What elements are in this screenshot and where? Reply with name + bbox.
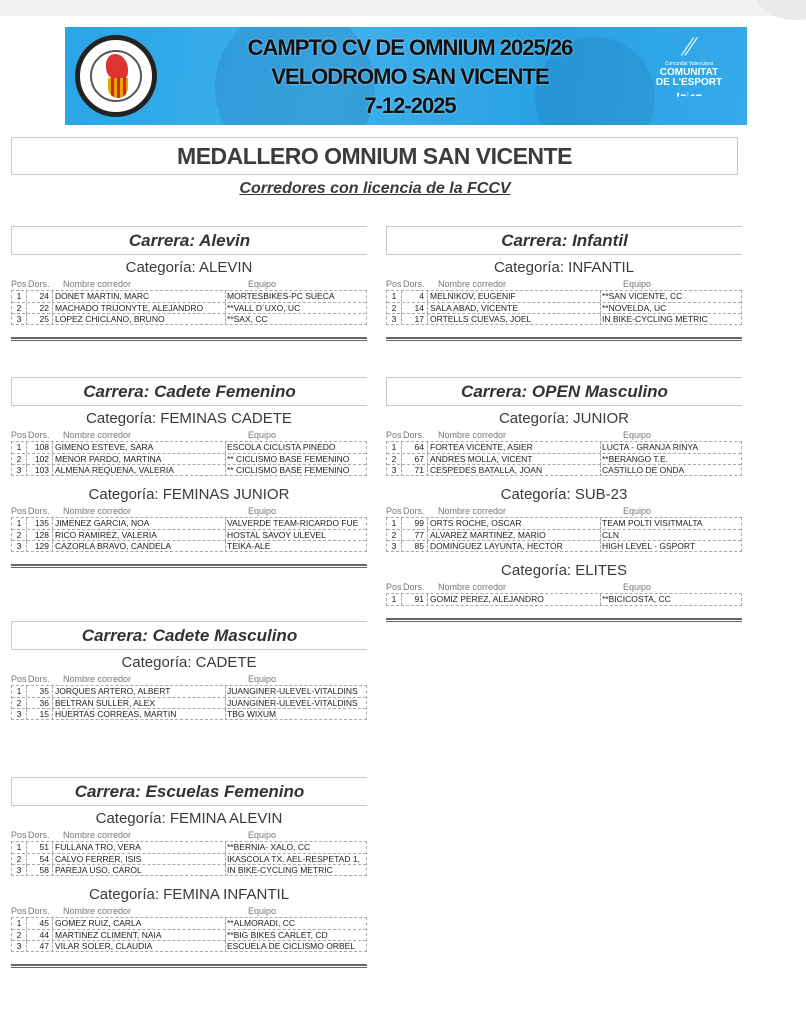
federation-logo: [75, 35, 157, 117]
spacer: [11, 476, 367, 482]
cell-name: CALVO FERRER, ISIS: [52, 854, 224, 865]
category-title: Categoría: JUNIOR: [498, 410, 630, 427]
cell-dors: 14: [401, 303, 426, 314]
cell-dors: 15: [26, 709, 51, 720]
header-dors: Dors.: [403, 279, 425, 289]
table-row: [387, 540, 741, 551]
category-title: Categoría: FEMINA ALEVIN: [95, 810, 283, 827]
cell-name: DONET MARTIN, MARC: [52, 291, 224, 302]
cell-pos: 1: [391, 518, 397, 528]
cell-dors: 36: [26, 698, 51, 709]
cell-dors: 51: [26, 842, 51, 853]
page-subtitle: Corredores con licencia de la FCCV: [239, 180, 511, 197]
header-team: Equipo: [248, 430, 277, 440]
cell-team: TBG WIXUM: [225, 709, 365, 720]
table-row: [12, 708, 366, 719]
cell-team: HIGH LEVEL - GSPORT: [600, 541, 740, 552]
cell-pos: 2: [16, 854, 22, 864]
double-divider: [11, 964, 367, 968]
cell-name: DOMINGUEZ LAYUNTA, HECTOR: [427, 541, 599, 552]
cell-team: LUCTA - GRANJA RINYA: [600, 442, 740, 453]
double-divider: [11, 337, 367, 341]
cell-dors: 24: [26, 291, 51, 302]
table-row: [12, 697, 366, 708]
table-row: [12, 442, 366, 453]
table-row: [12, 686, 366, 697]
table-row: [387, 313, 741, 324]
table-header: [386, 582, 742, 593]
cell-team: **BERNIA- XALO, CC: [225, 842, 365, 853]
corner-shape: [756, 0, 806, 20]
cell-name: MENOR PARDO, MARTINA: [52, 454, 224, 465]
category-title: Categoría: ALEVIN: [125, 259, 253, 276]
cell-team: CASTILLO DE ONDA: [600, 465, 740, 476]
header-team: Equipo: [248, 830, 277, 840]
table-header: [11, 430, 367, 441]
cell-team: VALVERDE TEAM-RICARDO FUE: [225, 518, 365, 529]
cell-team: **ALMORADI, CC: [225, 918, 365, 929]
cell-team: ** CICLISMO BASE FEMENINO: [225, 454, 365, 465]
cell-dors: 45: [26, 918, 51, 929]
logo-line-2: DE L'ESPORT: [655, 77, 723, 88]
table-header: [11, 506, 367, 517]
header-team: Equipo: [248, 506, 277, 516]
spacer: [386, 552, 742, 558]
table-row: [12, 529, 366, 540]
table-row: [387, 518, 741, 529]
cell-dors: 25: [26, 314, 51, 325]
cell-pos: 1: [16, 686, 22, 696]
cell-dors: 22: [26, 303, 51, 314]
cell-name: GOMEZ RUIZ, CARLA: [52, 918, 224, 929]
header-pos: Pos: [11, 279, 27, 289]
cell-team: **BICICOSTA, CC: [600, 594, 740, 605]
table-row: [12, 842, 366, 853]
cell-dors: 44: [26, 930, 51, 941]
table-row: [12, 918, 366, 929]
sponsor-logos-icon: ▮ ▬ | ☁ ▬: [676, 92, 702, 98]
race-section: [386, 226, 742, 341]
category-title: Categoría: ELITES: [501, 562, 627, 579]
header-team: Equipo: [248, 906, 277, 916]
cell-name: BELTRAN SULLER, ALEX: [52, 698, 224, 709]
header-dors: Dors.: [28, 906, 50, 916]
results-table: [11, 290, 367, 325]
category-title: Categoría: FEMINAS JUNIOR: [88, 486, 290, 503]
header-pos: Pos: [11, 430, 27, 440]
cell-name: GIMENO ESTEVE, SARA: [52, 442, 224, 453]
cell-team: CLN: [600, 530, 740, 541]
cell-team: ESCUELA DE CICLISMO ORBEL: [225, 941, 365, 952]
table-row: [12, 302, 366, 313]
cell-pos: 3: [16, 709, 22, 719]
header-team: Equipo: [623, 506, 652, 516]
cell-name: MARTINEZ CLIMENT, NAIA: [52, 930, 224, 941]
cell-name: HUERTAS CORREAS, MARTIN: [52, 709, 224, 720]
cell-pos: 1: [16, 518, 22, 528]
header-dors: Dors.: [28, 430, 50, 440]
cell-team: HOSTAL SAVOY ULEVEL: [225, 530, 365, 541]
banner-line-date: 7-12-2025: [364, 93, 456, 118]
cell-dors: 4: [401, 291, 426, 302]
cell-pos: 2: [16, 530, 22, 540]
cell-pos: 3: [16, 465, 22, 475]
results-table: [386, 290, 742, 325]
cell-team: IN BIKE-CYCLING METRIC: [225, 865, 365, 876]
cell-name: LOPEZ CHICLANO, BRUNO: [52, 314, 224, 325]
header-pos: Pos: [386, 279, 402, 289]
cell-dors: 85: [401, 541, 426, 552]
cell-pos: 3: [16, 941, 22, 951]
category-title: Categoría: INFANTIL: [493, 259, 635, 276]
cell-team: TEIKA-ALE: [225, 541, 365, 552]
cell-name: JIMENEZ GARCIA, NOA: [52, 518, 224, 529]
cell-dors: 17: [401, 314, 426, 325]
results-table: [11, 917, 367, 952]
event-banner: [65, 27, 747, 125]
table-header: [11, 279, 367, 290]
header-dors: Dors.: [403, 430, 425, 440]
cell-pos: 2: [391, 454, 397, 464]
table-header: [11, 906, 367, 917]
header-pos: Pos: [11, 906, 27, 916]
cell-pos: 2: [16, 454, 22, 464]
cell-pos: 2: [16, 303, 22, 313]
banner-line-championship: CAMPTO CV DE OMNIUM 2025/26: [247, 35, 573, 60]
cell-team: **VALL D´UXO, UC: [225, 303, 365, 314]
header-dors: Dors.: [403, 506, 425, 516]
header-team: Equipo: [248, 674, 277, 684]
spacer: [11, 876, 367, 882]
double-divider: [386, 618, 742, 622]
table-row: [12, 853, 366, 864]
table-header: [11, 830, 367, 841]
header-name: Nombre corredor: [63, 430, 132, 440]
cell-name: CAZORLA BRAVO, CANDELA: [52, 541, 224, 552]
cell-pos: 1: [391, 291, 397, 301]
cell-name: VILAR SOLER, CLAUDIA: [52, 941, 224, 952]
cell-pos: 2: [16, 930, 22, 940]
header-pos: Pos: [11, 506, 27, 516]
cell-team: MORTESBIKES-PC SUECA: [225, 291, 365, 302]
cell-pos: 2: [391, 530, 397, 540]
cell-pos: 1: [16, 442, 22, 452]
header-name: Nombre corredor: [63, 279, 132, 289]
cell-team: ESCOLA CICLISTA PINEDO: [225, 442, 365, 453]
race-title: Carrera: Cadete Masculino: [11, 621, 367, 650]
cell-team: IKASCOLA TX. AEL-RESPETAD 1,: [225, 854, 365, 865]
table-row: [387, 529, 741, 540]
cell-pos: 2: [391, 303, 397, 313]
double-divider: [386, 337, 742, 341]
cell-dors: 58: [26, 865, 51, 876]
table-row: [387, 291, 741, 302]
header-pos: Pos: [386, 582, 402, 592]
table-row: [387, 594, 741, 605]
cell-pos: 1: [391, 594, 397, 604]
table-row: [12, 540, 366, 551]
header-name: Nombre corredor: [438, 506, 507, 516]
table-header: [11, 674, 367, 685]
cell-dors: 128: [26, 530, 51, 541]
table-row: [387, 453, 741, 464]
cell-name: FULLANA TRO, VERA: [52, 842, 224, 853]
cell-dors: 129: [26, 541, 51, 552]
header-dors: Dors.: [28, 279, 50, 289]
logo-small-text: Comunitat Valenciana: [664, 61, 714, 67]
header-dors: Dors.: [403, 582, 425, 592]
results-table: [11, 685, 367, 720]
header-name: Nombre corredor: [63, 906, 132, 916]
table-row: [12, 453, 366, 464]
cell-name: ALVAREZ MARTINEZ, MARIO: [427, 530, 599, 541]
page-title: MEDALLERO OMNIUM SAN VICENTE: [11, 137, 738, 175]
cell-dors: 135: [26, 518, 51, 529]
table-row: [12, 313, 366, 324]
cell-name: ORTELLS CUEVAS, JOEL: [427, 314, 599, 325]
cell-pos: 3: [16, 865, 22, 875]
cell-pos: 1: [391, 442, 397, 452]
category-title: Categoría: SUB-23: [500, 486, 628, 503]
cell-pos: 3: [391, 465, 397, 475]
cell-team: **SAX, CC: [225, 314, 365, 325]
cell-team: **NOVELDA, UC: [600, 303, 740, 314]
header-name: Nombre corredor: [438, 279, 507, 289]
table-row: [12, 929, 366, 940]
race-section: [11, 377, 367, 568]
table-row: [12, 464, 366, 475]
cell-team: IN BIKE-CYCLING METRIC: [600, 314, 740, 325]
cell-name: MELNIKOV, EUGENIF: [427, 291, 599, 302]
cell-dors: 35: [26, 686, 51, 697]
table-row: [12, 940, 366, 951]
category-title: Categoría: CADETE: [121, 654, 257, 671]
results-table: [386, 441, 742, 476]
race-section: [11, 777, 367, 968]
cell-pos: 2: [16, 698, 22, 708]
table-row: [387, 464, 741, 475]
spacer: [386, 476, 742, 482]
table-header: [386, 279, 742, 290]
header-name: Nombre corredor: [438, 582, 507, 592]
cell-dors: 91: [401, 594, 426, 605]
race-title: Carrera: Infantil: [386, 226, 742, 255]
cell-name: ANDRES MOLLA, VICENT: [427, 454, 599, 465]
cell-team: **BERANGO T.E.: [600, 454, 740, 465]
category-title: Categoría: FEMINA INFANTIL: [88, 886, 290, 903]
race-section: [11, 226, 367, 341]
cell-dors: 47: [26, 941, 51, 952]
table-row: [387, 302, 741, 313]
cell-dors: 67: [401, 454, 426, 465]
cell-pos: 1: [16, 291, 22, 301]
cell-dors: 99: [401, 518, 426, 529]
header-pos: Pos: [386, 506, 402, 516]
cell-dors: 71: [401, 465, 426, 476]
header-team: Equipo: [623, 430, 652, 440]
header-pos: Pos: [11, 674, 27, 684]
results-table: [11, 517, 367, 552]
cell-pos: 3: [16, 314, 22, 324]
cell-team: **SAN VICENTE, CC: [600, 291, 740, 302]
header-pos: Pos: [11, 830, 27, 840]
cell-dors: 54: [26, 854, 51, 865]
table-row: [12, 518, 366, 529]
cell-name: FORTEA VICENTE, ASIER: [427, 442, 599, 453]
comunitat-esport-logo: [641, 35, 737, 119]
double-divider: [11, 564, 367, 568]
esport-mark-icon: ⫽: [678, 34, 700, 61]
cell-pos: 3: [16, 541, 22, 551]
header-dors: Dors.: [28, 506, 50, 516]
header-dors: Dors.: [28, 674, 50, 684]
table-row: [12, 864, 366, 875]
table-row: [387, 442, 741, 453]
cell-dors: 102: [26, 454, 51, 465]
header-name: Nombre corredor: [63, 674, 132, 684]
race-title: Carrera: Escuelas Femenino: [11, 777, 367, 806]
senyera-shield-icon: [108, 78, 128, 98]
cell-dors: 77: [401, 530, 426, 541]
category-title: Categoría: FEMINAS CADETE: [86, 410, 292, 427]
results-table: [386, 517, 742, 552]
top-bar: [0, 0, 806, 16]
cell-dors: 108: [26, 442, 51, 453]
cell-pos: 1: [16, 918, 22, 928]
cell-team: JUANGINER-ULEVEL-VITALDINS: [225, 698, 365, 709]
cell-name: ORTS ROCHE, OSCAR: [427, 518, 599, 529]
cell-name: JORQUES ARTERO, ALBERT: [52, 686, 224, 697]
table-row: [12, 291, 366, 302]
cell-name: RICO RAMIREZ, VALERIA: [52, 530, 224, 541]
cell-name: CESPEDES BATALLA, JOAN: [427, 465, 599, 476]
results-table: [386, 593, 742, 606]
race-section: [11, 621, 367, 720]
header-dors: Dors.: [28, 830, 50, 840]
header-team: Equipo: [248, 279, 277, 289]
cell-team: TEAM POLTI VISITMALTA: [600, 518, 740, 529]
header-name: Nombre corredor: [63, 830, 132, 840]
race-title: Carrera: Cadete Femenino: [11, 377, 367, 406]
header-pos: Pos: [386, 430, 402, 440]
race-section: [386, 377, 742, 622]
banner-title: [175, 33, 645, 120]
cell-name: SALA ABAD, VICENTE: [427, 303, 599, 314]
results-table: [11, 441, 367, 476]
header-name: Nombre corredor: [63, 506, 132, 516]
cell-pos: 3: [391, 314, 397, 324]
cell-pos: 1: [16, 842, 22, 852]
cell-team: JUANGINER-ULEVEL-VITALDINS: [225, 686, 365, 697]
header-team: Equipo: [623, 582, 652, 592]
cell-dors: 103: [26, 465, 51, 476]
table-header: [386, 506, 742, 517]
header-team: Equipo: [623, 279, 652, 289]
logo-line-1: COMUNITAT: [659, 67, 719, 78]
cell-name: PAREJA USO, CAROL: [52, 865, 224, 876]
cell-dors: 64: [401, 442, 426, 453]
race-title: Carrera: OPEN Masculino: [386, 377, 742, 406]
race-title: Carrera: Alevin: [11, 226, 367, 255]
header-name: Nombre corredor: [438, 430, 507, 440]
cell-name: ALMENA REQUENA, VALERIA: [52, 465, 224, 476]
cell-pos: 3: [391, 541, 397, 551]
cell-name: GOMIZ PEREZ, ALEJANDRO: [427, 594, 599, 605]
results-table: [11, 841, 367, 876]
cell-name: MACHADO TRIJONYTE, ALEJANDRO: [52, 303, 224, 314]
banner-line-venue: VELODROMO SAN VICENTE: [271, 64, 549, 89]
cell-team: ** CICLISMO BASE FEMENINO: [225, 465, 365, 476]
table-header: [386, 430, 742, 441]
cell-team: **BIG BIKES CARLET, CD: [225, 930, 365, 941]
